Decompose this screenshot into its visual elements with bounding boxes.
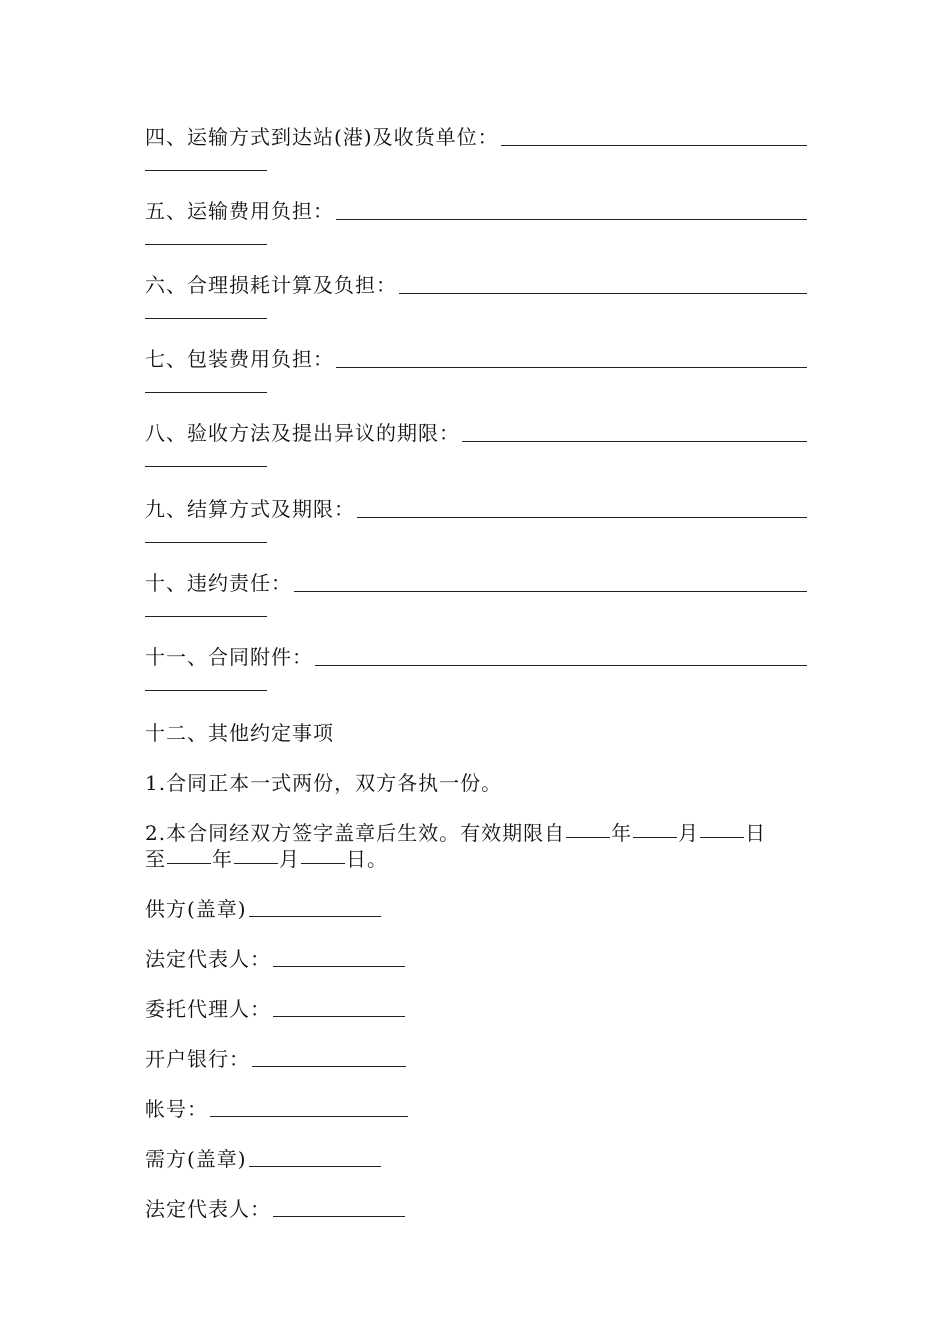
end-day-blank[interactable] (301, 862, 345, 864)
legal-rep-row-2 (145, 1196, 405, 1222)
clause-settlement (145, 496, 807, 556)
other-terms-item-1: 1.合同正本一式两份，双方各执一份。 (145, 771, 503, 795)
agent-row (145, 996, 405, 1022)
clause-label: 九、结算方式及期限： (145, 497, 355, 521)
month-label: 月 (279, 847, 300, 871)
fill-line[interactable] (336, 219, 807, 220)
fill-line[interactable] (294, 591, 807, 592)
fill-line[interactable] (462, 441, 807, 442)
agent-label: 委托代理人： (145, 997, 271, 1021)
supplier-seal-label: 供方(盖章) (145, 897, 247, 921)
legal-rep-blank-2[interactable] (273, 1216, 405, 1217)
legal-rep-blank[interactable] (273, 966, 405, 967)
fill-line[interactable] (501, 145, 807, 146)
legal-rep-label-2: 法定代表人： (145, 1197, 271, 1221)
month-label: 月 (678, 821, 700, 845)
clause-breach-liability (145, 570, 807, 630)
fill-line-continued[interactable] (145, 170, 267, 171)
clause-label: 七、包装费用负担： (145, 347, 334, 371)
period-mark: 。 (367, 847, 388, 871)
year-label: 年 (611, 821, 633, 845)
contract-page (145, 0, 807, 1344)
buyer-seal-row (145, 1146, 381, 1172)
day-label: 日 (745, 821, 767, 845)
clause-label: 八、验收方法及提出异议的期限： (145, 421, 460, 445)
validity-line-2 (145, 846, 807, 872)
account-label: 帐号： (145, 1097, 208, 1121)
other-terms-item-2 (145, 820, 807, 872)
fill-line-continued[interactable] (145, 318, 267, 319)
legal-rep-row (145, 946, 405, 972)
start-day-blank[interactable] (700, 836, 744, 838)
fill-line-continued[interactable] (145, 466, 267, 467)
buyer-seal-blank[interactable] (249, 1166, 381, 1167)
supplier-seal-blank[interactable] (249, 916, 381, 917)
clause-transport-cost (145, 198, 807, 258)
fill-line-continued[interactable] (145, 690, 267, 691)
clause-attachments (145, 644, 807, 704)
supplier-seal-row (145, 896, 381, 922)
fill-line-continued[interactable] (145, 392, 267, 393)
account-row (145, 1096, 408, 1122)
validity-prefix: 2.本合同经双方签字盖章后生效。有效期限自 (145, 821, 566, 845)
legal-rep-label: 法定代表人： (145, 947, 271, 971)
clause-label: 十一、合同附件： (145, 645, 313, 669)
year-label: 年 (212, 847, 233, 871)
fill-line[interactable] (336, 367, 807, 368)
clause-label: 四、运输方式到达站(港)及收货单位： (145, 125, 499, 149)
fill-line[interactable] (357, 517, 807, 518)
start-year-blank[interactable] (566, 836, 610, 838)
fill-line[interactable] (315, 665, 807, 666)
buyer-seal-label: 需方(盖章) (145, 1147, 247, 1171)
end-month-blank[interactable] (234, 862, 278, 864)
agent-blank[interactable] (273, 1016, 405, 1017)
validity-line-1 (145, 820, 807, 846)
clause-inspection-method (145, 420, 807, 480)
to-label: 至 (145, 847, 166, 871)
clause-label: 五、运输费用负担： (145, 199, 334, 223)
clause-label: 十、违约责任： (145, 571, 292, 595)
day-label: 日 (346, 847, 367, 871)
fill-line[interactable] (399, 293, 807, 294)
start-month-blank[interactable] (633, 836, 677, 838)
fill-line-continued[interactable] (145, 616, 267, 617)
end-year-blank[interactable] (167, 862, 211, 864)
bank-blank[interactable] (252, 1066, 406, 1067)
clause-transport-destination (145, 124, 807, 184)
account-blank[interactable] (210, 1116, 408, 1117)
clause-loss-calculation (145, 272, 807, 332)
fill-line-continued[interactable] (145, 542, 267, 543)
bank-label: 开户银行： (145, 1047, 250, 1071)
clause-packaging-cost (145, 346, 807, 406)
fill-line-continued[interactable] (145, 244, 267, 245)
clause-label: 六、合理损耗计算及负担： (145, 273, 397, 297)
other-terms-heading: 十二、其他约定事项 (145, 721, 334, 745)
bank-row (145, 1046, 406, 1072)
